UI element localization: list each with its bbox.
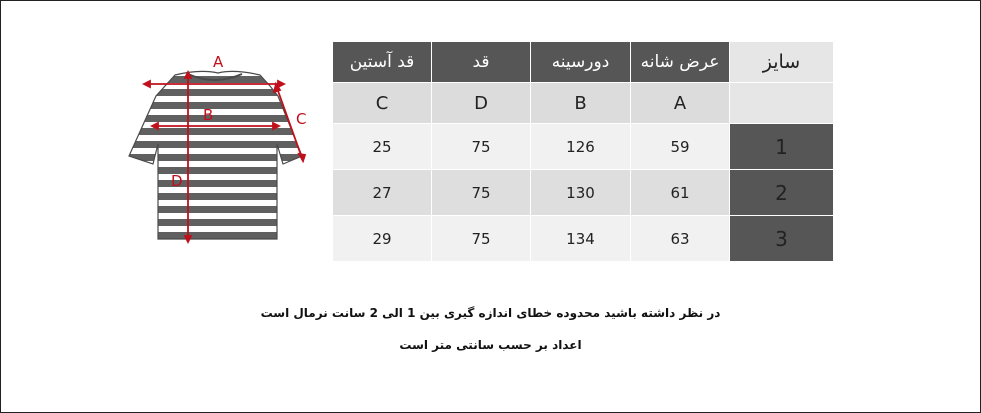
code-empty	[730, 83, 834, 124]
units-note: اعداد بر حسب سانتی متر است	[399, 338, 582, 352]
cell-sleeve: 29	[333, 216, 432, 262]
cell-chest: 134	[531, 216, 631, 262]
code-d: D	[432, 83, 531, 124]
shirt-stripes	[120, 48, 320, 248]
table-row	[333, 124, 834, 170]
stripe	[120, 154, 320, 161]
stripe	[120, 219, 320, 226]
header-size: سایز	[730, 42, 834, 83]
cell-chest: 130	[531, 170, 631, 216]
code-a: A	[631, 83, 730, 124]
stripe	[120, 141, 320, 148]
table-code-row	[333, 83, 834, 124]
cell-length: 75	[432, 170, 531, 216]
table-row	[333, 216, 834, 262]
stripe	[120, 232, 320, 239]
label-c: C	[296, 110, 307, 128]
stripe	[120, 115, 320, 122]
cell-length: 75	[432, 216, 531, 262]
stripe	[120, 180, 320, 187]
cell-size: 2	[730, 170, 834, 216]
measurement-error-note: در نظر داشته باشید محدوده خطای اندازه گیری بین 1 الی 2 سانت نرمال است	[260, 306, 721, 320]
stripe	[120, 206, 320, 213]
table-header-row	[333, 42, 834, 83]
cell-size: 3	[730, 216, 834, 262]
cell-sleeve: 25	[333, 124, 432, 170]
label-b: B	[203, 106, 214, 124]
cell-shoulder: 61	[631, 170, 730, 216]
stripe	[120, 167, 320, 174]
table-row	[333, 170, 834, 216]
code-c: C	[333, 83, 432, 124]
cell-size: 1	[730, 124, 834, 170]
size-table	[332, 41, 834, 262]
stripe	[120, 193, 320, 200]
header-sleeve-length: قد آستین	[333, 42, 432, 83]
cell-shoulder: 63	[631, 216, 730, 262]
label-d: D	[171, 172, 183, 190]
label-a: A	[213, 53, 224, 71]
header-length: قد	[432, 42, 531, 83]
header-chest: دورسینه	[531, 42, 631, 83]
tshirt-diagram	[120, 48, 320, 248]
stripe	[120, 128, 320, 135]
cell-length: 75	[432, 124, 531, 170]
stripe	[120, 89, 320, 96]
cell-chest: 126	[531, 124, 631, 170]
code-b: B	[531, 83, 631, 124]
cell-sleeve: 27	[333, 170, 432, 216]
cell-shoulder: 59	[631, 124, 730, 170]
header-shoulder-width: عرض شانه	[631, 42, 730, 83]
